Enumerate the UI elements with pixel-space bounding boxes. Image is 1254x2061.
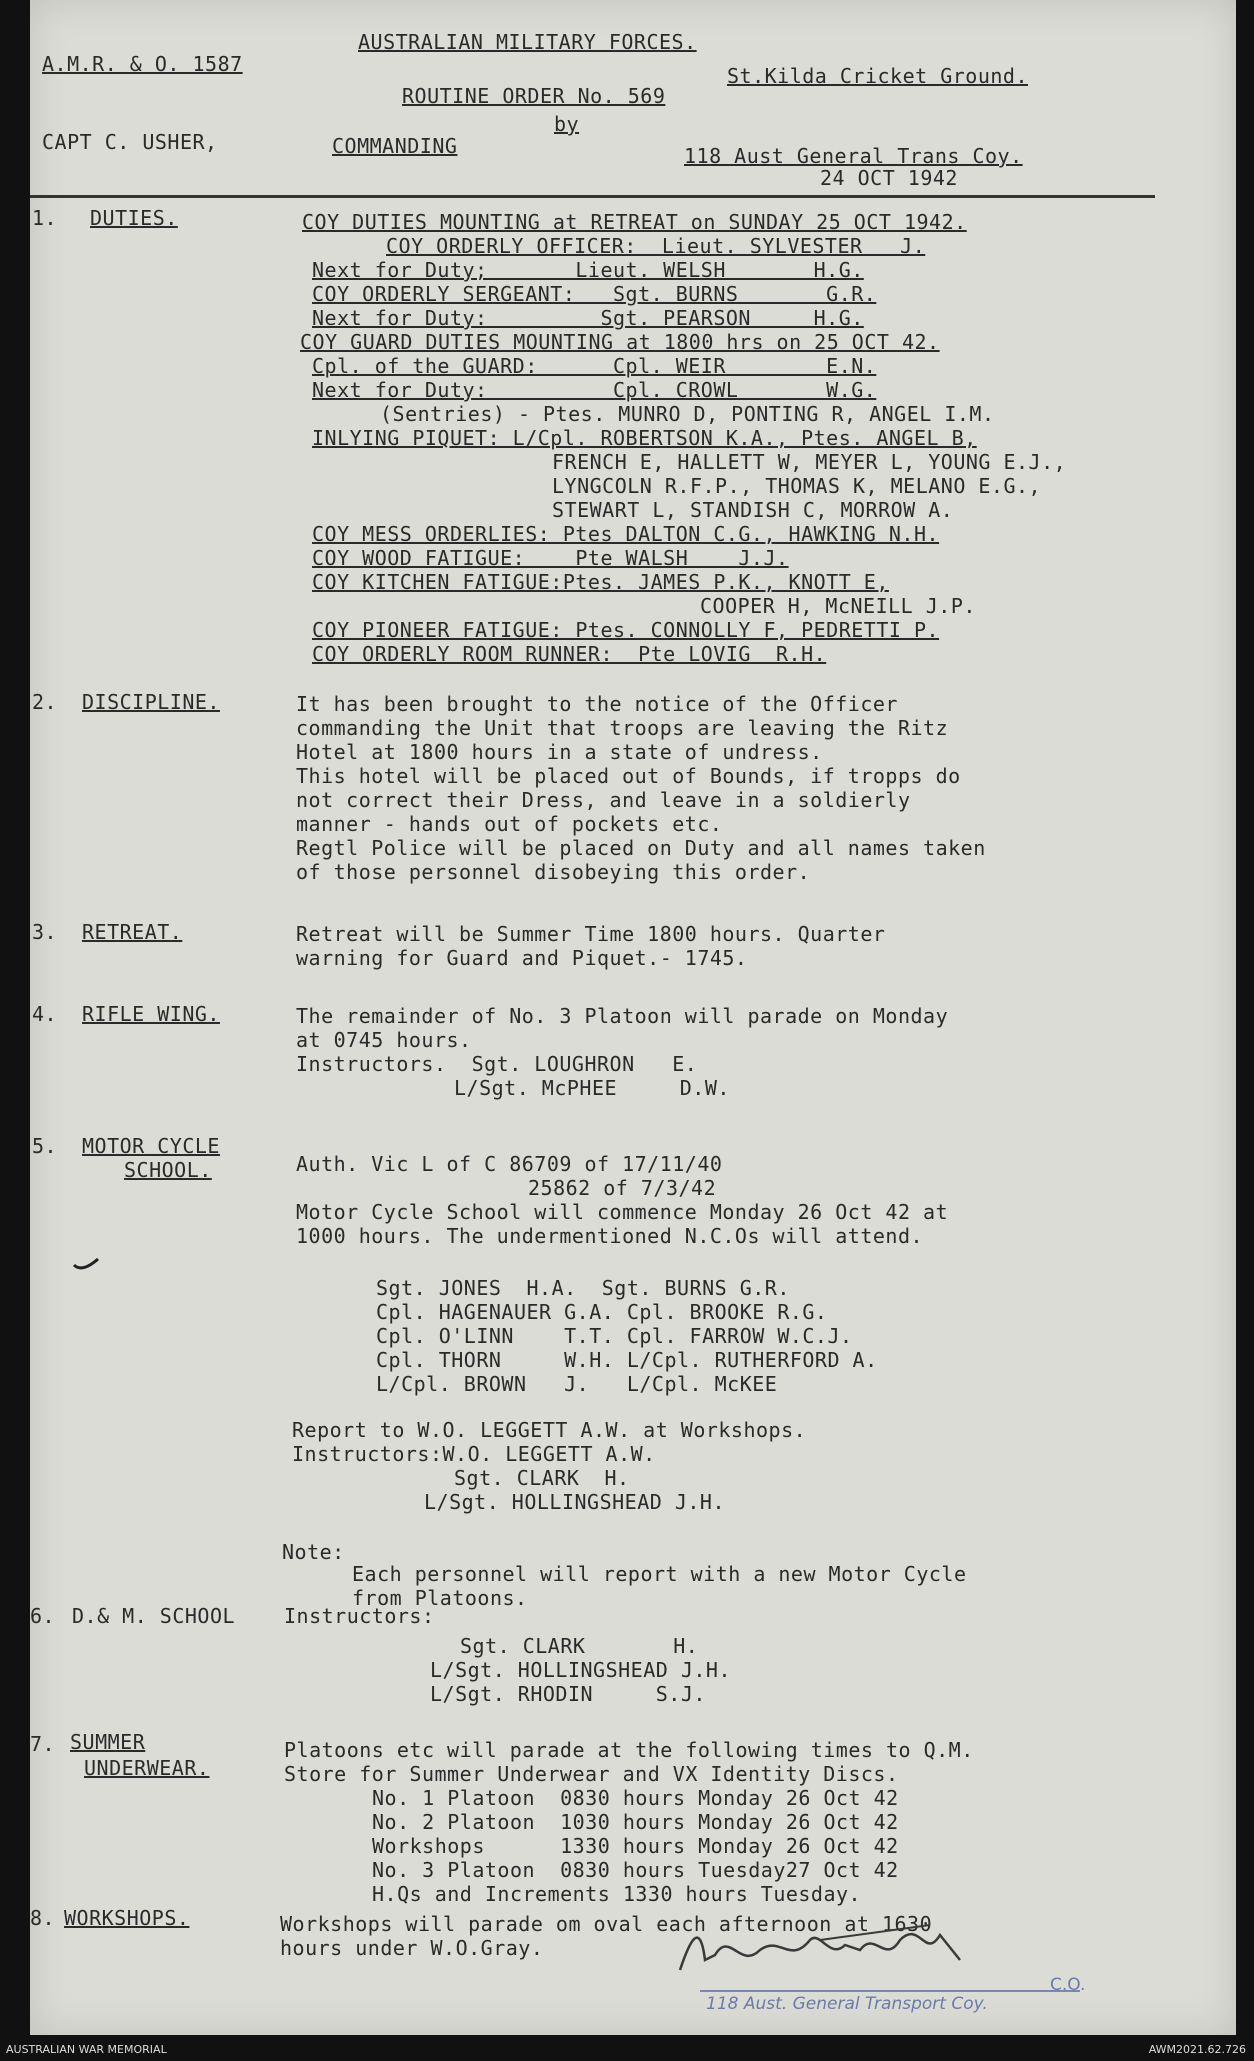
motor-cycle-line: Cpl. O'LINN T.T. Cpl. FARROW W.C.J. [376, 1324, 853, 1348]
duties-line: Cpl. of the GUARD: Cpl. WEIR E.N. [312, 354, 877, 378]
duties-line: COY WOOD FATIGUE: Pte WALSH J.J. [312, 546, 789, 570]
footer-archive-name: AUSTRALIAN WAR MEMORIAL [6, 2043, 167, 2056]
section-5-number: 5. [32, 1134, 58, 1158]
section-5-heading: MOTOR CYCLE [82, 1134, 220, 1158]
motor-cycle-line: Each personnel will report with a new Motor Cycle [352, 1562, 967, 1586]
discipline-line: Regtl Police will be placed on Duty and all names taken [296, 836, 986, 860]
duties-line: COY GUARD DUTIES MOUNTING at 1800 hrs on 25 OCT 42. [300, 330, 940, 354]
duties-line: FRENCH E, HALLETT W, MEYER L, YOUNG E.J., [552, 450, 1067, 474]
footer-accession-number: AWM2021.62.726 [1148, 2043, 1246, 2056]
summer-underwear-line: H.Qs and Increments 1330 hours Tuesday. [372, 1882, 862, 1906]
discipline-line: commanding the Unit that troops are leaving the Ritz [296, 716, 949, 740]
dm-school-line: L/Sgt. RHODIN S.J. [430, 1682, 706, 1706]
section-7-heading: SUMMER [70, 1730, 146, 1754]
duties-line: LYNGCOLN R.F.P., THOMAS K, MELANO E.G., [552, 474, 1042, 498]
motor-cycle-line: Auth. Vic L of C 86709 of 17/11/40 [296, 1152, 723, 1176]
rifle-wing-line: Instructors. Sgt. LOUGHRON E. [296, 1052, 698, 1076]
motor-cycle-line: 25862 of 7/3/42 [528, 1176, 717, 1200]
section-7-number: 7. [30, 1732, 56, 1756]
unit-name: 118 Aust General Trans Coy. [684, 144, 1023, 168]
stamp-signature-line [700, 1990, 1080, 1992]
duties-line: COY PIONEER FATIGUE: Ptes. CONNOLLY F, PEDRETTI P. [312, 618, 940, 642]
rifle-wing-line: at 0745 hours. [296, 1028, 472, 1052]
location: St.Kilda Cricket Ground. [727, 64, 1028, 88]
rifle-wing-line: L/Sgt. McPHEE D.W. [454, 1076, 730, 1100]
motor-cycle-line: from Platoons. [352, 1586, 528, 1610]
motor-cycle-line: Cpl. THORN W.H. L/Cpl. RUTHERFORD A. [376, 1348, 878, 1372]
motor-cycle-line: Motor Cycle School will commence Monday 26 Oct 42 at [296, 1200, 949, 1224]
tick-mark [72, 1255, 102, 1275]
section-4-number: 4. [32, 1002, 58, 1026]
motor-cycle-line: Sgt. JONES H.A. Sgt. BURNS G.R. [376, 1276, 790, 1300]
discipline-line: Hotel at 1800 hours in a state of undress. [296, 740, 823, 764]
archive-footer [0, 2037, 1254, 2061]
duties-line: Next for Duty; Lieut. WELSH H.G. [312, 258, 864, 282]
discipline-line: This hotel will be placed out of Bounds, if tropps do [296, 764, 961, 788]
summer-underwear-line: Store for Summer Underwear and VX Identity Discs. [284, 1762, 899, 1786]
discipline-line: not correct their Dress, and leave in a soldierly [296, 788, 911, 812]
dm-school-line: Sgt. CLARK H. [460, 1634, 699, 1658]
motor-cycle-line: Cpl. HAGENAUER G.A. Cpl. BROOKE R.G. [376, 1300, 828, 1324]
amr-reference: A.M.R. & O. 1587 [42, 52, 243, 76]
document-title: AUSTRALIAN MILITARY FORCES. [358, 30, 697, 54]
commander-name: CAPT C. USHER, [42, 130, 218, 154]
motor-cycle-line: Note: [282, 1540, 345, 1564]
header-divider [30, 195, 1155, 198]
dm-school-line: Instructors: [284, 1604, 435, 1628]
unit-stamp: 118 Aust. General Transport Coy. [706, 1994, 988, 2014]
summer-underwear-line: Workshops 1330 hours Monday 26 Oct 42 [372, 1834, 899, 1858]
motor-cycle-line: Instructors:W.O. LEGGETT A.W. [292, 1442, 656, 1466]
retreat-line: Retreat will be Summer Time 1800 hours. Quarter [296, 922, 886, 946]
document-page [30, 0, 1236, 2035]
section-7-heading: UNDERWEAR. [84, 1756, 210, 1780]
retreat-line: warning for Guard and Piquet.- 1745. [296, 946, 748, 970]
summer-underwear-line: No. 1 Platoon 0830 hours Monday 26 Oct 42 [372, 1786, 899, 1810]
section-2-heading: DISCIPLINE. [82, 690, 220, 714]
summer-underwear-line: No. 3 Platoon 0830 hours Tuesday27 Oct 42 [372, 1858, 899, 1882]
discipline-line: manner - hands out of pockets etc. [296, 812, 723, 836]
duties-line: Next for Duty: Sgt. PEARSON H.G. [312, 306, 864, 330]
section-3-heading: RETREAT. [82, 920, 183, 944]
section-3-number: 3. [32, 920, 58, 944]
motor-cycle-line: L/Sgt. HOLLINGSHEAD J.H. [424, 1490, 725, 1514]
section-2-number: 2. [32, 690, 58, 714]
duties-line: COY MESS ORDERLIES: Ptes DALTON C.G., HAWKING N.H. [312, 522, 940, 546]
discipline-line: It has been brought to the notice of the Officer [296, 692, 898, 716]
motor-cycle-line: 1000 hours. The undermentioned N.C.Os will attend. [296, 1224, 924, 1248]
co-stamp: C.O. [1050, 1975, 1086, 1995]
duties-line: Next for Duty: Cpl. CROWL W.G. [312, 378, 877, 402]
duties-line: COY KITCHEN FATIGUE:Ptes. JAMES P.K., KNOTT E, [312, 570, 889, 594]
section-1-number: 1. [32, 206, 58, 230]
motor-cycle-line: L/Cpl. BROWN J. L/Cpl. McKEE [376, 1372, 778, 1396]
duties-line: COY ORDERLY ROOM RUNNER: Pte LOVIG R.H. [312, 642, 827, 666]
section-8-heading: WORKSHOPS. [64, 1906, 190, 1930]
section-5-heading: SCHOOL. [124, 1158, 212, 1182]
rifle-wing-line: The remainder of No. 3 Platoon will parade on Monday [296, 1004, 949, 1028]
duties-line: COY ORDERLY OFFICER: Lieut. SYLVESTER J. [386, 234, 926, 258]
duties-line: STEWART L, STANDISH C, MORROW A. [552, 498, 954, 522]
section-4-heading: RIFLE WING. [82, 1002, 220, 1026]
summer-underwear-line: Platoons etc will parade at the following times to Q.M. [284, 1738, 974, 1762]
discipline-line: of those personnel disobeying this order. [296, 860, 811, 884]
routine-order-number: ROUTINE ORDER No. 569 [402, 84, 666, 108]
motor-cycle-line: Report to W.O. LEGGETT A.W. at Workshops. [292, 1418, 807, 1442]
duties-line: (Sentries) - Ptes. MUNRO D, PONTING R, ANGEL I.M. [380, 402, 995, 426]
dm-school-line: L/Sgt. HOLLINGSHEAD J.H. [430, 1658, 731, 1682]
workshops-line: hours under W.O.Gray. [280, 1936, 544, 1960]
duties-line: COY DUTIES MOUNTING at RETREAT on SUNDAY 25 OCT 1942. [302, 210, 967, 234]
order-date: 24 OCT 1942 [820, 166, 958, 190]
motor-cycle-line: Sgt. CLARK H. [454, 1466, 630, 1490]
by-label: by [554, 112, 580, 136]
signature [670, 1900, 1090, 1990]
section-6-number: 6. [30, 1604, 56, 1628]
workshops-line: Workshops will parade om oval each afternoon at 1630 [280, 1912, 933, 1936]
duties-line: INLYING PIQUET: L/Cpl. ROBERTSON K.A., Ptes. ANGEL B, [312, 426, 977, 450]
duties-line: COY ORDERLY SERGEANT: Sgt. BURNS G.R. [312, 282, 877, 306]
summer-underwear-line: No. 2 Platoon 1030 hours Monday 26 Oct 42 [372, 1810, 899, 1834]
section-6-heading: D.& M. SCHOOL [72, 1604, 236, 1628]
section-1-heading: DUTIES. [90, 206, 178, 230]
commanding-label: COMMANDING [332, 134, 458, 158]
section-8-number: 8. [30, 1906, 56, 1930]
duties-line: COOPER H, McNEILL J.P. [700, 594, 976, 618]
